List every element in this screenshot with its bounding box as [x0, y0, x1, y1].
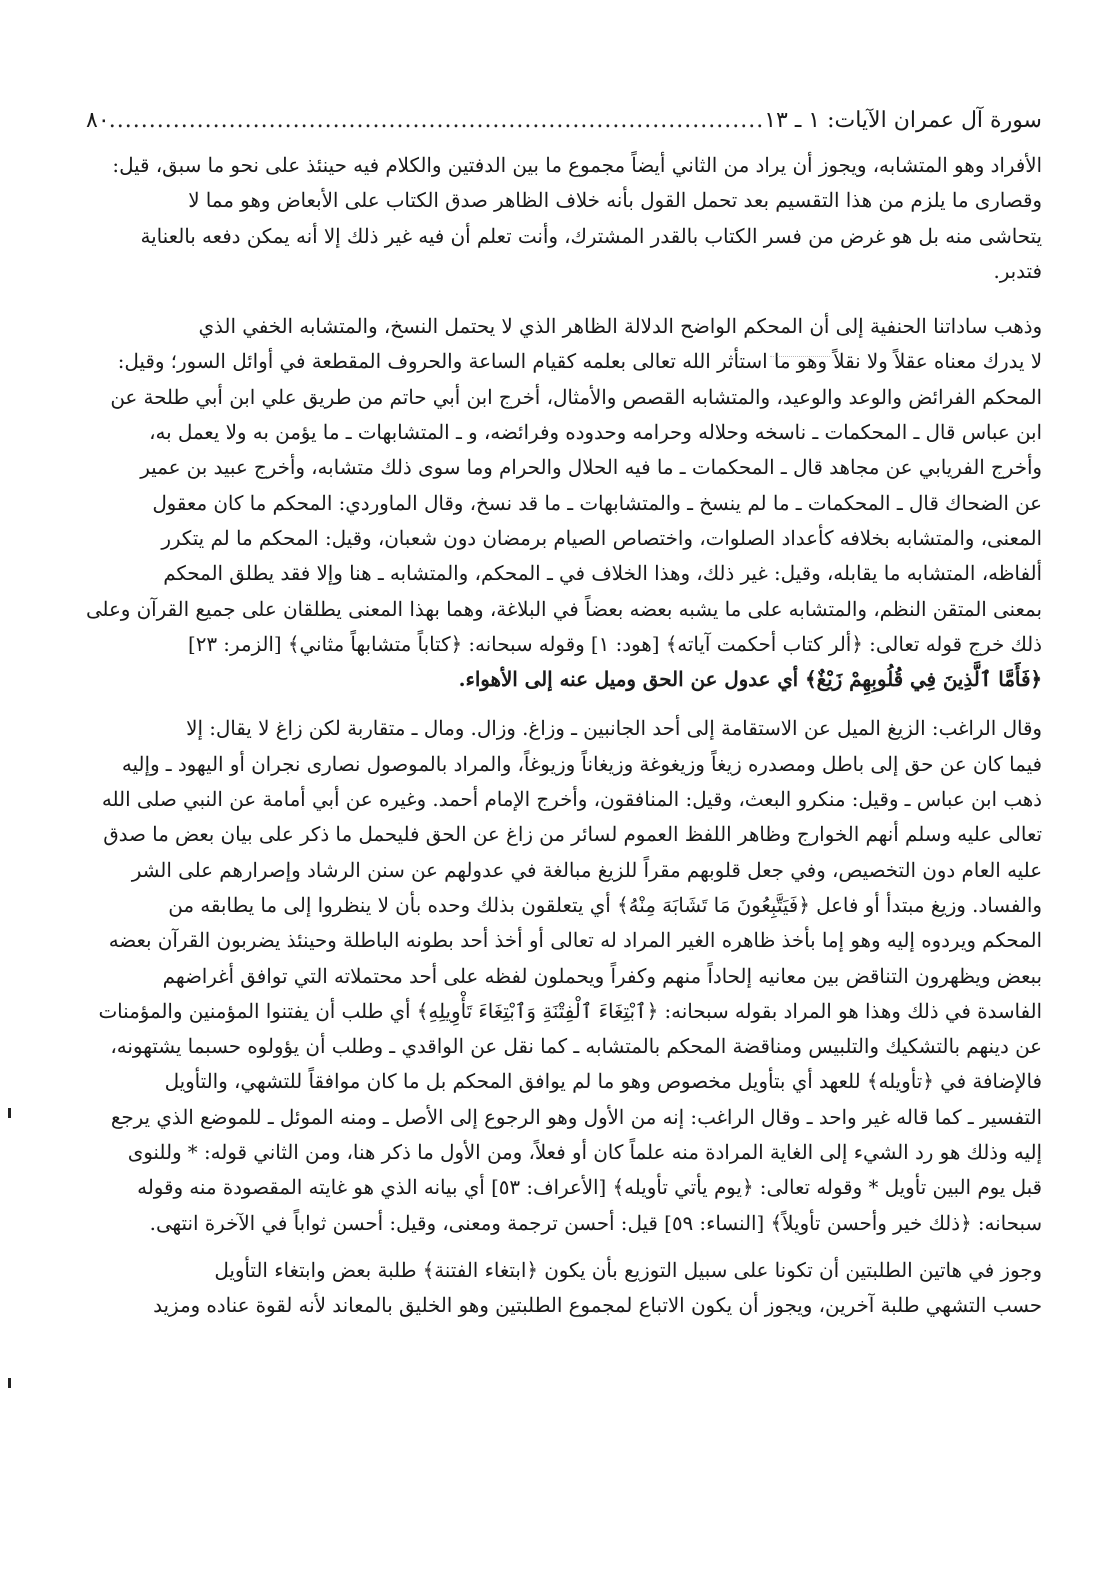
text-line: ذهب ابن عباس ـ وقيل: منكرو البعث، وقيل: المنافقون، وأخرج الإمام أحمد. وغيره عن أبي أمامة عن النبي صلى الله — [101, 788, 1042, 812]
text-line: وقصارى ما يلزم من هذا التقسيم بعد تحمل القول بأنه خلاف الظاهر صدق الكتاب على الأبعاض وهو مما لا — [188, 189, 1042, 213]
text-line: وذهب ساداتنا الحنفية إلى أن المحكم الواضح الدلالة الظاهر الذي لا يحتمل النسخ، والمتشابه الخفي الذي — [198, 315, 1042, 339]
text-line: إليه وذلك هو رد الشيء إلى الغاية المرادة منه علماً كان أو فعلاً، ومن الأول ما ذكر هنا، ومن الثاني قوله: * وللنوى — [127, 1141, 1042, 1165]
paragraph-3 — [80, 711, 1042, 1240]
text-line: فالإضافة في ﴿تأويله﴾ للعهد أي بتأويل مخصوص وهو ما لم يوافق المحكم بل ما كان موافقاً للتشهي، والتأويل — [164, 1070, 1042, 1094]
text-line: ألفاظه، المتشابه ما يقابله، وقيل: غير ذلك، وهذا الخلاف في ـ المحكم، والمتشابه ـ هنا وإلا فقد يطلق المحكم — [163, 562, 1042, 586]
text-line: ﴿فَأَمَّا ٱلَّذِينَ فِي قُلُوبِهِمْ زَيْغٌ﴾ أي عدول عن الحق وميل عنه إلى الأهواء. — [458, 667, 1042, 692]
text-line: عن دينهم بالتشكيك والتلبيس ومناقضة المحكم بالمتشابه ـ كما نقل عن الواقدي ـ وطلب أن يؤولوه حسبما يشتهونه، — [110, 1035, 1042, 1059]
text-line: يتحاشى منه بل هو غرض من فسر الكتاب بالقدر المشترك، وأنت تعلم أن فيه غير ذلك إلا أنه يمكن دفعه بالعناية — [140, 224, 1042, 248]
text-line: عليه العام دون التخصيص، وفي جعل قلوبهم مقراً للزيغ مبالغة في عدولهم عن سنن الرشاد وإصرارهم على الشر — [131, 858, 1042, 882]
text-line: تعالى عليه وسلم أنهم الخوارج وظاهر اللفظ العموم لسائر من زاغ عن الحق فليحمل ما ذكر على بيان بعض ما صدق — [103, 823, 1042, 847]
text-line: المحكم الفرائض والوعد والوعيد، والمتشابه القصص والأمثال، أخرج ابن أبي حاتم من طريق علي ابن أبي طلحة عن — [110, 385, 1042, 409]
text-line: وقال الراغب: الزيغ الميل عن الاستقامة إلى أحد الجانبين ـ وزاغ. وزال. ومال ـ متقاربة لكن زاغ لا يقال: إلا — [186, 717, 1042, 741]
text-line: حسب التشهي طلبة آخرين، ويجوز أن يكون الاتباع لمجموع الطلبتين وهو الخليق بالمعاند لأنه لقوة عناده ومزيد — [153, 1294, 1042, 1318]
text-line: فتدبر. — [993, 259, 1042, 283]
document-page — [80, 108, 1042, 1324]
text-line: قبل يوم البين تأويل * وقوله تعالى: ﴿يوم يأتي تأويله﴾ [الأعراف: ٥٣] أي بيانه الذي هو غايته المقصودة منه وقوله — [137, 1176, 1042, 1200]
text-line: لا يدرك معناه عقلاً ولا نقلاً وهو ما استأثر الله تعالى بعلمه كقيام الساعة والحروف المقطعة في أوائل السور؛ وقيل: — [117, 350, 1042, 374]
text-line: المعنى، والمتشابه بخلافه كأعداد الصلوات، واختصاص الصيام برمضان دون شعبان، وقيل: المحكم ما لم يتكرر — [161, 526, 1042, 550]
text-line: ببعض ويظهرون التناقض بين معانيه إلحاداً منهم وكفراً ويحملون لفظه على أحد محتملاته التي توافق أغراضهم — [162, 964, 1042, 988]
scan-artifact-line — [770, 356, 830, 357]
text-line: المحكم ويردوه إليه وهو إما بأخذ ظاهره الغير المراد له تعالى أو أخذ أحد بطونه الباطلة وحينئذ يضربون القرآن بعضه — [108, 929, 1042, 953]
text-line: بمعنى المتقن النظم، والمتشابه على ما يشبه بعضه بعضاً في البلاغة، وهما بهذا المعنى يطلقان على جميع القرآن وعلى — [85, 597, 1042, 621]
text-line: عن الضحاك قال ـ المحكمات ـ ما لم ينسخ ـ والمتشابهات ـ ما قد نسخ، وقال الماوردي: المحكم ما كان معقول — [152, 491, 1042, 515]
page-header — [80, 108, 1042, 148]
scan-edge-mark — [8, 1108, 11, 1118]
header-leader-dots — [110, 108, 765, 133]
text-line: الأفراد وهو المتشابه، ويجوز أن يراد من الثاني أيضاً مجموع ما بين الدفتين والكلام فيه حينئذ على نحو ما سبق، قيل: — [112, 154, 1042, 177]
text-line: الفاسدة في ذلك وهذا هو المراد بقوله سبحانه: ﴿ٱبْتِغَاءَ ٱلْفِتْنَةِ وَٱبْتِغَاءَ تَأْوِيلِهِ﴾ أي طلب أن يفتنوا المؤمنين والمؤمنات — [98, 999, 1042, 1023]
text-line: وجوز في هاتين الطلبتين أن تكونا على سبيل التوزيع بأن يكون ﴿ابتغاء الفتنة﴾ طلبة بعض وابتغاء التأويل — [214, 1258, 1042, 1282]
text-line: ذلك خرج قوله تعالى: ﴿ألر كتاب أحكمت آياته﴾ [هود: ١] وقوله سبحانه: ﴿كتاباً متشابهاً مثاني﴾ [الزمر: ٢٣] — [188, 632, 1042, 656]
text-line: سبحانه: ﴿ذلك خير وأحسن تأويلاً﴾ [النساء: ٥٩] قيل: أحسن ترجمة ومعنى، وقيل: أحسن ثواباً في الآخرة انتهى. — [149, 1211, 1042, 1235]
paragraph-1 — [80, 148, 1042, 289]
text-line: فيما كان عن حق إلى باطل ومصدره زيغاً وزيغوغة وزيغاناً وزيوغاً، والمراد بالموصول نصارى نجران أو اليهود ـ وإليه — [121, 752, 1042, 776]
text-line: والفساد. وزيغ مبتدأ أو فاعل ﴿فَيَتَّبِعُونَ مَا تَشَابَهَ مِنْهُ﴾ أي يتعلقون بذلك وحده بأن لا ينظروا إلى ما يطابقه من — [168, 893, 1042, 917]
text-line: وأخرج الفريابي عن مجاهد قال ـ المحكمات ـ ما فيه الحلال والحرام وما سوى ذلك متشابه، وأخرج عبيد بن عمير — [140, 456, 1042, 480]
paragraph-4 — [80, 1253, 1042, 1324]
surah-title: سورة آل عمران الآيات: ١ ـ ١٣ — [764, 108, 1042, 133]
page-number: ٨٠ — [86, 108, 110, 133]
paragraph-2 — [80, 309, 1042, 697]
scan-edge-mark — [8, 1378, 11, 1388]
text-line: التفسير ـ كما قاله غير واحد ـ وقال الراغب: إنه من الأول وهو الرجوع إلى الأصل ـ ومنه الموئل ـ للموضع الذي يرجع — [110, 1105, 1042, 1129]
text-line: ابن عباس قال ـ المحكمات ـ ناسخه وحلاله وحرامه وحدوده وفرائضه، و ـ المتشابهات ـ ما يؤمن به ولا يعمل به، — [149, 421, 1042, 445]
